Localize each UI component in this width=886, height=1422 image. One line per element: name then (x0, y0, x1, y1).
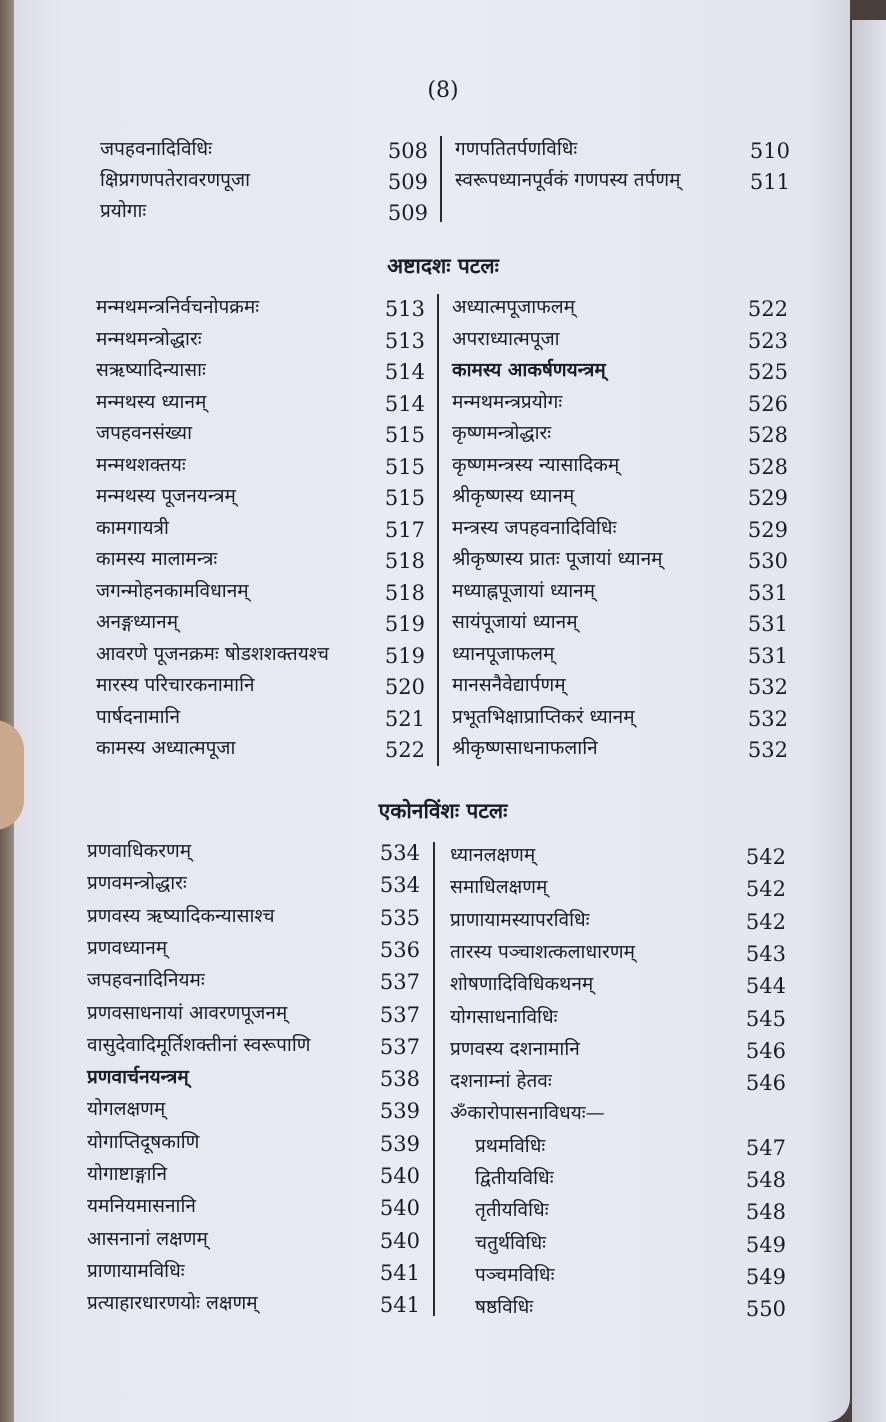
toc-entry-title: पार्षदनामानि (96, 705, 180, 728)
toc-entry-title: प्रणवध्यानम् (87, 936, 168, 959)
toc-entry-title: जगन्मोहनकामविधानम् (96, 579, 249, 602)
toc-entry-page: 518 (384, 549, 425, 573)
toc-entry-page: 521 (384, 706, 425, 731)
toc-entry-page: 550 (745, 1297, 786, 1322)
toc-entry-title: आसनानां लक्षणम् (87, 1227, 208, 1250)
toc-entry-page: 515 (384, 423, 425, 447)
toc-entry-title: प्रणवाधिकरणम् (87, 840, 192, 862)
toc-entry-page: 529 (747, 517, 788, 542)
toc-entry-page: 528 (747, 423, 788, 447)
toc-entry-page: 543 (745, 941, 786, 966)
toc-entry-title: पञ्चमविधिः (475, 1263, 555, 1286)
toc-entry-title: मन्मथमन्त्रप्रयोगः (452, 390, 563, 413)
toc-entry-title: मन्मथमन्त्रनिर्वचनोपक्रमः (96, 296, 260, 318)
toc-entry-page: 523 (747, 328, 788, 353)
column-divider-18 (437, 294, 439, 766)
toc-entry-title: प्रयोगाः (100, 200, 147, 222)
toc-entry-page: 532 (747, 738, 788, 762)
toc-entry-title: दशनाम्नां हेतवः (450, 1070, 552, 1093)
column-divider-top (440, 136, 442, 222)
toc-entry-title: गणपतितर्पणविधिः (455, 138, 578, 160)
toc-entry-page: 513 (384, 297, 425, 321)
toc-entry-title: कामस्य अध्यात्मपूजा (96, 737, 236, 759)
toc-entry-page: 535 (379, 905, 420, 930)
toc-entry-title: जपहवनादिनियमः (87, 969, 205, 992)
toc-entry-page: 549 (745, 1264, 786, 1289)
toc-entry-title: कामगायत्री (96, 516, 169, 539)
toc-entry-title: जपहवनादिविधिः (100, 138, 212, 160)
toc-entry-page: 547 (745, 1135, 786, 1160)
toc-entry-title: तारस्य पञ्चाशत्कलाधारणम् (450, 940, 635, 963)
toc-entry-title: ध्यानपूजाफलम् (452, 642, 555, 665)
toc-entry-page: 526 (747, 391, 788, 416)
next-page-edge (852, 20, 886, 1422)
toc-entry-page: 514 (384, 360, 425, 384)
column-divider-19 (433, 842, 435, 1316)
toc-entry-title: योगसाधनाविधिः (450, 1005, 558, 1028)
toc-entry-page: 522 (384, 738, 425, 762)
toc-entry-title: प्रभूतभिक्षाप्राप्तिकरं ध्यानम् (452, 705, 635, 728)
toc-entry-title: मन्मथस्य ध्यानम् (96, 390, 207, 413)
toc-entry-title: सऋष्यादिन्यासाः (96, 359, 206, 381)
toc-entry-title: सायंपूजायां ध्यानम् (452, 611, 578, 633)
toc-entry-page: 514 (384, 391, 425, 416)
toc-entry-title: कामस्य मालामन्त्रः (96, 548, 218, 570)
toc-entry-title: कृष्णमन्त्रस्य न्यासादिकम् (452, 453, 620, 476)
toc-entry-page: 540 (379, 1228, 420, 1253)
toc-entry-title: चतुर्थविधिः (475, 1231, 546, 1254)
toc-entry-page: 515 (384, 454, 425, 479)
toc-entry-title: जपहवनसंख्या (96, 422, 192, 444)
toc-entry-title: श्रीकृष्णसाधनाफलानि (452, 737, 598, 759)
toc-entry-page: 525 (747, 360, 788, 384)
toc-entry-page: 545 (745, 1006, 786, 1031)
toc-entry-page: 539 (379, 1099, 420, 1124)
toc-entry-title: प्रणवसाधनायां आवरणपूजनम् (87, 1001, 288, 1024)
toc-entry-title: प्रणवस्य दशनामानि (450, 1037, 580, 1060)
toc-entry-page: 540 (379, 1196, 420, 1221)
toc-entry-title: आवरणे पूजनक्रमः षोडशशक्तयश्च (96, 642, 329, 665)
toc-entry-title: मध्याह्नपूजायां ध्यानम् (452, 579, 596, 602)
toc-entry-title: मानसनैवेद्यार्पणम् (452, 674, 566, 696)
toc-entry-title: प्रत्याहारधारणयोः लक्षणम् (87, 1292, 258, 1315)
toc-entry-page: 549 (745, 1232, 786, 1257)
toc-entry-page: 548 (745, 1168, 786, 1192)
toc-entry-title: क्षिप्रगणपतेरावरणपूजा (100, 169, 250, 191)
toc-entry-title: ॐकारोपासनाविधयः— (450, 1102, 605, 1125)
toc-entry-page: 542 (745, 877, 786, 902)
toc-entry-page: 548 (745, 1200, 786, 1225)
section-heading-19: एकोनविंशः पटलः (378, 798, 508, 823)
toc-entry-page: 544 (745, 974, 786, 999)
toc-entry-title: योगलक्षणम् (87, 1098, 166, 1121)
toc-entry-page: 519 (384, 612, 425, 636)
toc-entry-page: 513 (384, 328, 425, 353)
toc-entry-title: ध्यानलक्षणम् (450, 844, 536, 866)
page-number: (8) (427, 78, 459, 103)
toc-entry-title: योगाष्टाङ्गानि (87, 1163, 167, 1185)
toc-entry-title: अनङ्गध्यानम् (96, 611, 179, 633)
toc-entry-title: प्राणायामस्यापरविधिः (450, 908, 590, 931)
toc-entry-page: 534 (379, 841, 420, 865)
toc-entry-page: 542 (745, 845, 786, 869)
toc-entry-title: षष्ठविधिः (475, 1296, 534, 1319)
toc-entry-page: 522 (747, 297, 788, 321)
toc-entry-title: प्राणायामविधिः (87, 1259, 185, 1282)
toc-entry-title: वासुदेवादिमूर्तिशक्तीनां स्वरूपाणि (87, 1033, 311, 1056)
toc-entry-title: योगाप्तिदूषकाणि (87, 1130, 200, 1153)
toc-entry-title: श्रीकृष्णस्य ध्यानम् (452, 485, 575, 507)
toc-entry-page: 531 (747, 612, 788, 636)
toc-entry-page: 536 (379, 937, 420, 962)
toc-entry-page: 537 (379, 970, 420, 995)
toc-entry-page: 539 (379, 1131, 420, 1156)
toc-entry-title: द्वितीयविधिः (475, 1167, 554, 1189)
toc-entry-page: 509 (387, 170, 428, 194)
toc-entry-title: तृतीयविधिः (475, 1199, 549, 1222)
toc-entry-title: मन्त्रस्य जपहवनादिविधिः (452, 516, 617, 539)
toc-entry-page: 510 (749, 139, 790, 163)
toc-entry-page: 509 (387, 201, 428, 225)
toc-entry-page: 518 (384, 580, 425, 605)
toc-entry-page: 541 (379, 1293, 420, 1318)
toc-entry-page: 508 (387, 139, 428, 163)
toc-entry-page: 537 (379, 1002, 420, 1027)
toc-entry-title: अपराध्यात्मपूजा (452, 327, 560, 350)
toc-entry-page: 520 (384, 675, 425, 699)
toc-entry-title: प्रथमविधिः (475, 1134, 546, 1157)
toc-entry-title: मारस्य परिचारकनामानि (96, 674, 255, 696)
toc-entry-page: 538 (379, 1067, 420, 1092)
toc-entry-title: यमनियमासनानि (87, 1195, 196, 1218)
toc-entry-page: 529 (747, 486, 788, 510)
toc-entry-title: अध्यात्मपूजाफलम् (452, 296, 576, 318)
toc-entry-page: 534 (379, 873, 420, 898)
toc-entry-page: 546 (745, 1071, 786, 1096)
toc-entry-page: 515 (384, 486, 425, 510)
toc-entry-title: कृष्णमन्त्रोद्धारः (452, 422, 552, 444)
toc-entry-page: 540 (379, 1164, 420, 1188)
toc-entry-title: मन्मथमन्त्रोद्धारः (96, 327, 202, 350)
toc-entry-page: 528 (747, 454, 788, 479)
toc-entry-title: मन्मथस्य पूजनयन्त्रम् (96, 485, 236, 507)
toc-entry-page: 519 (384, 643, 425, 668)
toc-entry-page: 531 (747, 643, 788, 668)
toc-entry-title: प्रणवार्चनयन्त्रम् (87, 1066, 189, 1089)
toc-entry-page: 511 (749, 170, 790, 194)
toc-entry-title: कामस्य आकर्षणयन्त्रम् (452, 359, 606, 381)
toc-entry-page: 541 (379, 1260, 420, 1285)
toc-entry-page: 546 (745, 1038, 786, 1063)
toc-entry-page: 530 (747, 549, 788, 573)
toc-entry-title: श्रीकृष्णस्य प्रातः पूजायां ध्यानम् (452, 548, 663, 570)
toc-entry-page: 537 (379, 1034, 420, 1059)
toc-entry-page: 532 (747, 706, 788, 731)
toc-entry-title: शोषणादिविधिकथनम् (450, 973, 594, 996)
toc-entry-title: प्रणवमन्त्रोद्धारः (87, 872, 187, 895)
toc-entry-title: प्रणवस्य ऋष्यादिकन्यासाश्च (87, 904, 275, 927)
toc-entry-title: स्वरूपध्यानपूर्वकं गणपस्य तर्पणम् (455, 169, 681, 191)
toc-entry-page: 517 (384, 517, 425, 542)
toc-entry-page: 532 (747, 675, 788, 699)
toc-entry-title: मन्मथशक्तयः (96, 453, 186, 476)
toc-entry-title: समाधिलक्षणम् (450, 876, 548, 899)
toc-entry-page: 542 (745, 909, 786, 934)
toc-entry-page: 531 (747, 580, 788, 605)
section-heading-18: अष्टादशः पटलः (387, 253, 499, 278)
